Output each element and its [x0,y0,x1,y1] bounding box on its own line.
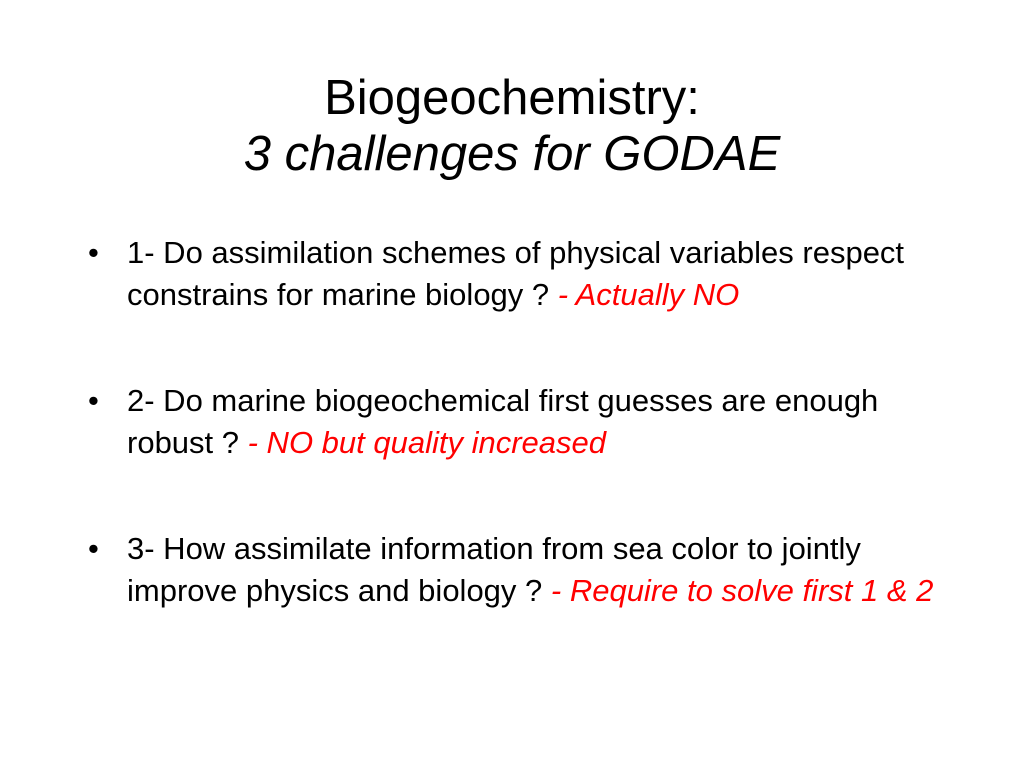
bullet-text: 1- Do assimilation schemes of physical variables respect constrains for marine biology ? [127,235,905,312]
bullet-item-1 [82,232,942,316]
bullet-item-2 [82,380,942,464]
bullet-list [82,232,942,612]
bullet-answer: - NO but quality increased [247,425,607,460]
bullet-dot-icon: • [88,235,99,270]
bullet-text: 3- How assimilate information from sea color to jointly improve physics and biology ? [127,531,861,608]
slide-title: Biogeochemistry: [324,71,700,125]
bullet-answer: - Require to solve first 1 & 2 [550,573,934,608]
slide-subtitle: 3 challenges for GODAE [243,127,781,181]
slide-title-block [0,70,1024,182]
bullet-dot-icon: • [88,531,99,566]
bullet-text: 2- Do marine biogeochemical first guesses are enough robust ? [127,383,879,460]
bullet-item-3 [82,528,942,612]
bullet-answer: - Actually NO [557,277,740,312]
bullet-dot-icon: • [88,383,99,418]
